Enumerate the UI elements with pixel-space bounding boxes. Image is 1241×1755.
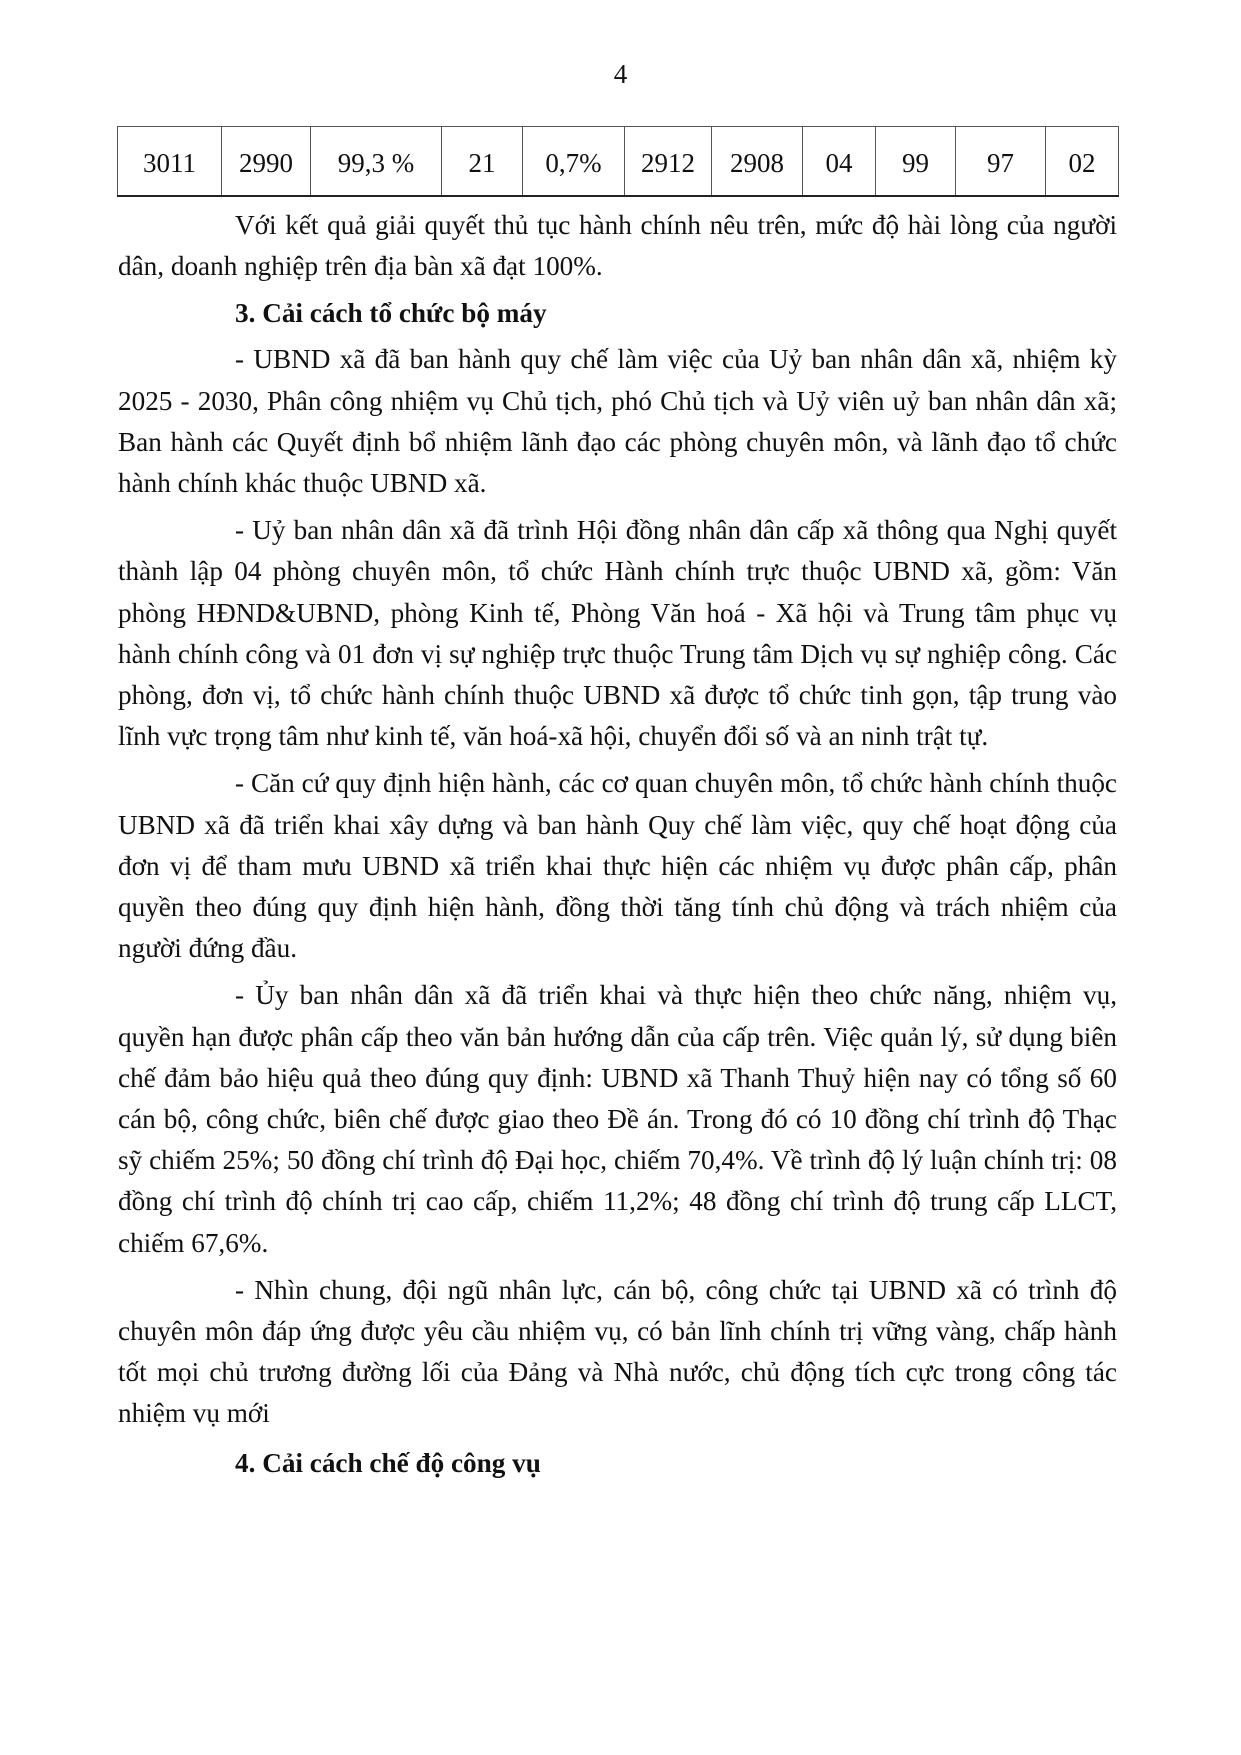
table-cell-value-9: 99 <box>876 127 956 197</box>
section-3-paragraph-5: - Nhìn chung, đội ngũ nhân lực, cán bộ, công chức tại UBND xã có trình độ chuyên môn đáp ứng được yêu cầu nhiệm vụ, có bản lĩnh chính trị vững vàng, chấp hành tốt mọi chủ trương đường lối của Đảng và Nhà nước, chủ động tích cực trong công tác nhiệm vụ mới <box>118 1274 1117 1429</box>
table-cell-total-received: 3011 <box>118 127 222 197</box>
page-number: 4 <box>613 59 628 89</box>
statistics-table <box>117 126 1119 197</box>
table-cell-value-7: 2908 <box>712 127 803 197</box>
section-4-heading: 4. Cải cách chế độ công vụ <box>235 1447 541 1478</box>
document-body <box>118 205 1117 1485</box>
section-3-heading: 3. Cải cách tổ chức bộ máy <box>235 298 547 329</box>
table-cell-value-8: 04 <box>803 127 876 197</box>
intro-paragraph: Với kết quả giải quyết thủ tục hành chính nêu trên, mức độ hài lòng của người dân, doanh nghiệp trên địa bàn xã đạt 100%. <box>118 210 1117 282</box>
table-cell-resolved: 2990 <box>222 127 311 197</box>
table-row <box>118 127 1119 197</box>
table-cell-pending: 21 <box>442 127 523 197</box>
section-3-paragraph-1: - UBND xã đã ban hành quy chế làm việc của Uỷ ban nhân dân xã, nhiệm kỳ 2025 - 2030, Phân công nhiệm vụ Chủ tịch, phó Chủ tịch và Uỷ viên uỷ ban nhân dân xã; Ban hành các Quyết định bổ nhiệm lãnh đạo các phòng chuyên môn, và lãnh đạo tổ chức hành chính khác thuộc UBND xã. <box>118 344 1117 499</box>
section-3-paragraph-2: - Uỷ ban nhân dân xã đã trình Hội đồng nhân dân cấp xã thông qua Nghị quyết thành lập 04 phòng chuyên môn, tổ chức Hành chính trực thuộc UBND xã, gồm: Văn phòng HĐND&UBND, phòng Kinh tế, Phòng Văn hoá - Xã hội và Trung tâm phục vụ hành chính công và 01 đơn vị sự nghiệp trực thuộc Trung tâm Dịch vụ sự nghiệp công. Các phòng, đơn vị, tổ chức hành chính thuộc UBND xã được tổ chức tinh gọn, tập trung vào lĩnh vực trọng tâm như kinh tế, văn hoá-xã hội, chuyển đổi số và an ninh trật tự. <box>118 515 1117 752</box>
table-cell-value-6: 2912 <box>625 127 712 197</box>
table-cell-resolved-rate: 99,3 % <box>311 127 442 197</box>
section-3-paragraph-3: - Căn cứ quy định hiện hành, các cơ quan chuyên môn, tổ chức hành chính thuộc UBND xã đã triển khai xây dựng và ban hành Quy chế làm việc, quy chế hoạt động của đơn vị để tham mưu UBND xã triển khai thực hiện các nhiệm vụ được phân cấp, phân quyền theo đúng quy định hiện hành, đồng thời tăng tính chủ động và trách nhiệm của người đứng đầu. <box>118 768 1117 964</box>
section-3-paragraph-4: - Ủy ban nhân dân xã đã triển khai và thực hiện theo chức năng, nhiệm vụ, quyền hạn được phân cấp theo văn bản hướng dẫn của cấp trên. Việc quản lý, sử dụng biên chế đảm bảo hiệu quả theo đúng quy định: UBND xã Thanh Thuỷ hiện nay có tổng số 60 cán bộ, công chức, biên chế được giao theo Đề án. Trong đó có 10 đồng chí trình độ Thạc sỹ chiếm 25%; 50 đồng chí trình độ Đại học, chiếm 70,4%. Về trình độ lý luận chính trị: 08 đồng chí trình độ chính trị cao cấp, chiếm 11,2%; 48 đồng chí trình độ trung cấp LLCT, chiếm 67,6%. <box>118 980 1117 1258</box>
table-cell-pending-rate: 0,7% <box>523 127 625 197</box>
table-cell-value-10: 97 <box>956 127 1046 197</box>
table-cell-value-11: 02 <box>1046 127 1119 197</box>
